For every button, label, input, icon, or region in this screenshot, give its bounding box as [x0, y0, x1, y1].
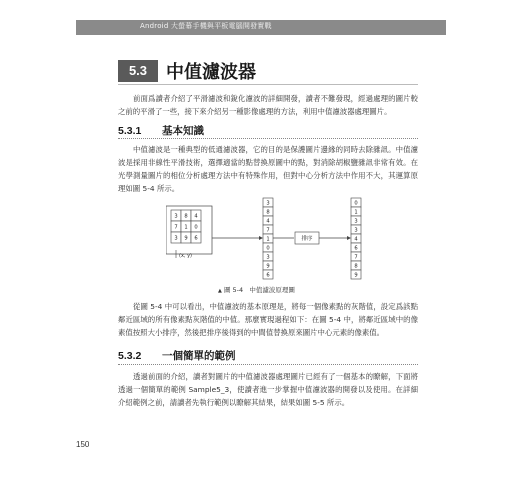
- grid-value: 1: [184, 224, 188, 231]
- subsection-heading-2: [118, 348, 236, 363]
- grid-value: 3: [174, 235, 178, 242]
- grid-value: 7: [174, 224, 178, 231]
- sorted-value: 0: [354, 200, 358, 207]
- median-filter-figure: [166, 196, 376, 286]
- page-number: 150: [76, 440, 90, 449]
- unsorted-value: 3: [266, 254, 270, 261]
- subsection-title: 一個簡單的範例: [162, 350, 236, 362]
- unsorted-value: 0: [266, 245, 270, 252]
- basic-paragraph: 中值濾波是一種典型的低通濾波器，它的目的是保護圖片邊緣的同時去除雜訊。中值濾波是採用非線性平滑技術，選擇適當的點替換原圖中的點，對消除胡椒鹽雜訊非常有效。在光學測量圖片的相位分析處理方法中有特殊作用，但對中心分析方法中作用不大，其運算原理如圖 5-4 所示。: [118, 145, 418, 193]
- sorted-value: 7: [354, 254, 358, 261]
- sorted-value: 9: [354, 272, 358, 279]
- unsorted-value: 6: [266, 272, 270, 279]
- subsection-rule: [118, 138, 418, 139]
- intro-paragraph: 前面爲讀者介紹了平滑濾波和銳化濾波的詳細開發，讀者不難發現，經過處理的圖片較之前的平滑了一些，接下來介紹另一種影像處理的方法，利用中值濾波器處理圖片。: [118, 94, 418, 116]
- grid-value: 9: [184, 235, 188, 242]
- grid-value: 0: [194, 224, 198, 231]
- grid-value: 6: [194, 235, 198, 242]
- sorted-value: 3: [354, 227, 358, 234]
- section-number: 5.3: [118, 60, 158, 82]
- caption-marker: ▲: [218, 288, 222, 294]
- subsection-number: 5.3.1: [118, 125, 142, 137]
- unsorted-value: 9: [266, 263, 270, 270]
- unsorted-value: 8: [266, 209, 270, 216]
- neighborhood-grid: [171, 210, 201, 243]
- unsorted-value: 3: [266, 200, 270, 207]
- example-paragraph: 透過前面的介紹，讀者對圖片的中值濾波器處理圖片已經有了一個基本的瞭解，下面將透過一個簡單的範例 Sample5_3，使讀者進一步掌握中值濾波器的開發以及使用。在詳細介紹範例之前，請讀者先執行範例以瞭解其結果，結果如圖 5-5 所示。: [118, 372, 418, 407]
- principle-paragraph: 從圖 5-4 中可以看出，中值濾波的基本原理是，將每一個像素點的灰階值，設定爲該點鄰近區域的所有像素點灰階值的中值。那麼實現過程如下：在圖 5-4 中，將鄰近區域中的像素值按照大小排序，然後把排序後得到的中間值替換原來圖片中心元素的像素值。: [118, 302, 418, 337]
- sorted-value: 8: [354, 263, 358, 270]
- caption-text: 中值濾波原理圖: [249, 286, 295, 294]
- subsection-rule: [118, 364, 418, 365]
- sorted-value: 3: [354, 218, 358, 225]
- sorted-column: [351, 198, 361, 279]
- unsorted-column: [263, 198, 273, 279]
- running-header: Android 大螢幕手機與平板電腦開發實戰: [140, 22, 272, 30]
- grid-value: 8: [184, 213, 188, 220]
- sort-label: 排序: [301, 236, 313, 242]
- point-label: (x, y): [179, 253, 192, 259]
- subsection-number: 5.3.2: [118, 350, 142, 362]
- caption-number: 圖 5-4: [223, 286, 244, 294]
- sorted-value: 6: [354, 245, 358, 252]
- arrowhead: [259, 236, 263, 240]
- grid-value: 4: [194, 213, 198, 220]
- grid-value: 3: [174, 213, 178, 220]
- section-title: 中值濾波器: [166, 62, 256, 83]
- sorted-value: 1: [354, 209, 358, 216]
- subsection-heading-1: [118, 123, 204, 138]
- unsorted-value: 4: [266, 218, 270, 225]
- figure-caption: [218, 285, 295, 294]
- unsorted-value: 7: [266, 227, 270, 234]
- subsection-title: 基本知識: [162, 125, 204, 137]
- section-rule: [118, 84, 418, 85]
- sorted-value: 4: [354, 236, 358, 243]
- arrowhead-2: [347, 236, 351, 240]
- unsorted-value: 1: [266, 236, 270, 243]
